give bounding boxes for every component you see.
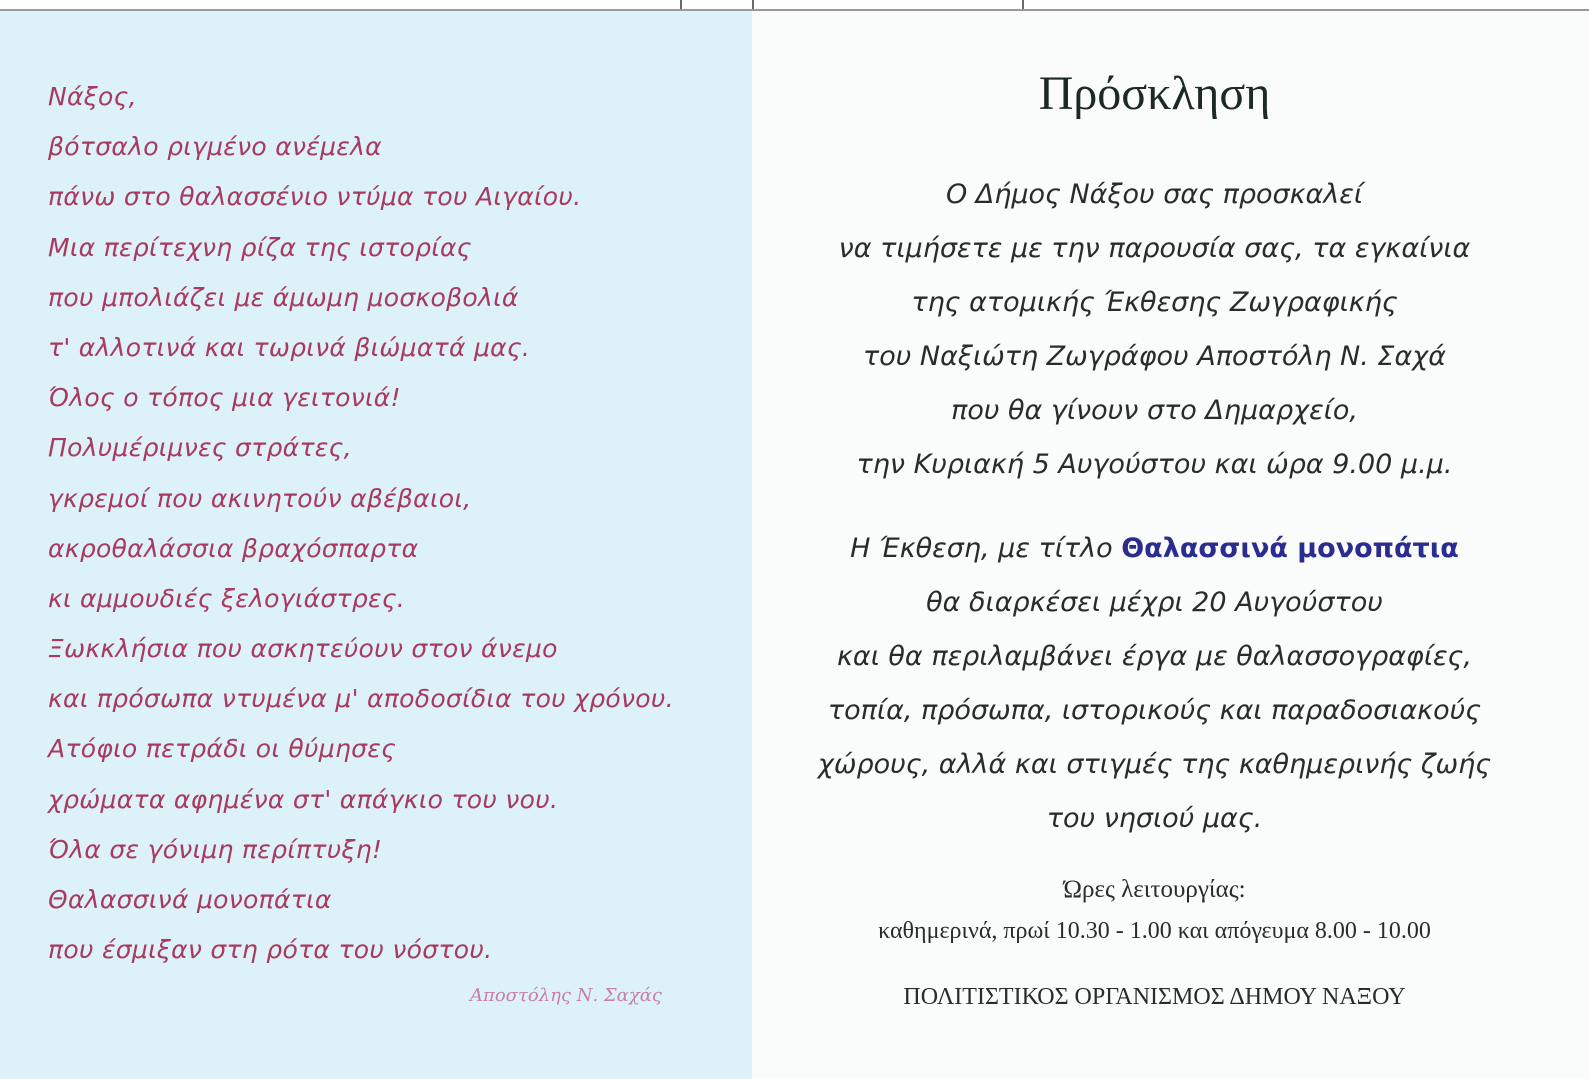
invitation-line: που θα γίνουν στο Δημαρχείο, (951, 395, 1358, 426)
invitation-line: θα διαρκέσει μέχρι 20 Αυγούστου (926, 587, 1383, 618)
poem-line: Νάξος, (48, 82, 137, 111)
poem-line: πάνω στο θαλασσένιο ντύμα του Αιγαίου. (48, 182, 582, 212)
invitation-line: της ατομικής Έκθεσης Ζωγραφικής (911, 287, 1398, 318)
poem-line: Όλος ο τόπος μια γειτονιά! (48, 383, 401, 413)
fold-mark (1022, 0, 1024, 9)
poem-line: Ατόφιο πετράδι οι θύμησες (48, 734, 397, 764)
poem-line: που μπολιάζει με άμωμη μοσκοβολιά (48, 282, 519, 312)
invitation-line: χώρους, αλλά και στιγμές της καθημερινής ζωής (817, 749, 1492, 780)
fold-mark (680, 0, 682, 9)
poem-line: ακροθαλάσσια βραχόσπαρτα (48, 533, 419, 563)
invitation-title: Πρόσκληση (1038, 67, 1271, 120)
invitation-line: του νησιού μας. (1046, 803, 1263, 834)
opening-hours-text: καθημερινά, πρωί 10.30 - 1.00 και απόγευμα 8.00 - 10.00 (878, 918, 1431, 944)
invitation-line: να τιμήσετε με την παρουσία σας, τα εγκαίνια (838, 233, 1471, 264)
poem-line: Πολυμέριμνες στράτες, (48, 433, 352, 463)
invitation-line: του Ναξιώτη Ζωγράφου Αποστόλη Ν. Σαχά (862, 341, 1447, 372)
fold-mark (752, 0, 754, 9)
poem-line: και πρόσωπα ντυμένα μ' αποδοσίδια του χρόνου. (48, 684, 674, 714)
invitation-paragraph-2 (752, 522, 1557, 846)
organization-name: ΠΟΛΙΤΙΣΤΙΚΟΣ ΟΡΓΑΝΙΣΜΟΣ ΔΗΜΟΥ ΝΑΞΟΥ (903, 984, 1406, 1010)
poem-line: τ' αλλοτινά και τωρινά βιώματά μας. (48, 332, 531, 362)
invitation-line: τοπία, πρόσωπα, ιστορικούς και παραδοσιακούς (827, 695, 1482, 726)
exhibition-intro: Η Έκθεση, με τίτλο (850, 533, 1122, 564)
invitation-line: Ο Δήμος Νάξου σας προσκαλεί (945, 179, 1364, 210)
poem-line: Ξωκκλήσια που ασκητεύουν στον άνεμο (48, 634, 558, 664)
poem-line: Θαλασσινά μονοπάτια (48, 885, 332, 914)
opening-hours-label: Ώρες λειτουργίας: (1063, 876, 1246, 903)
exhibition-line (752, 522, 1557, 576)
poem-line: που έσμιξαν στη ρότα του νόστου. (48, 935, 493, 965)
poem-signature: Αποστόλης Ν. Σαχάς (470, 985, 662, 1006)
invitation-line: την Κυριακή 5 Αυγούστου και ώρα 9.00 μ.μ. (856, 449, 1453, 480)
exhibition-name: Θαλασσινά μονοπάτια (1121, 533, 1459, 564)
poem-line: γκρεμοί που ακινητούν αβέβαιοι, (48, 483, 472, 513)
invitation-line: και θα περιλαμβάνει έργα με θαλασσογραφίες, (836, 641, 1472, 672)
poem-line: Μια περίτεχνη ρίζα της ιστορίας (48, 232, 472, 262)
poem (48, 72, 674, 975)
scan-top-edge (0, 0, 1589, 11)
poem-line: χρώματα αφημένα στ' απάγκιο του νου. (48, 784, 559, 814)
invitation-paragraph-1 (752, 168, 1557, 492)
poem-line: κι αμμουδιές ξελογιάστρες. (48, 583, 406, 613)
poem-line: βότσαλο ριγμένο ανέμελα (48, 132, 382, 162)
poem-line: Όλα σε γόνιμη περίπτυξη! (48, 834, 383, 864)
